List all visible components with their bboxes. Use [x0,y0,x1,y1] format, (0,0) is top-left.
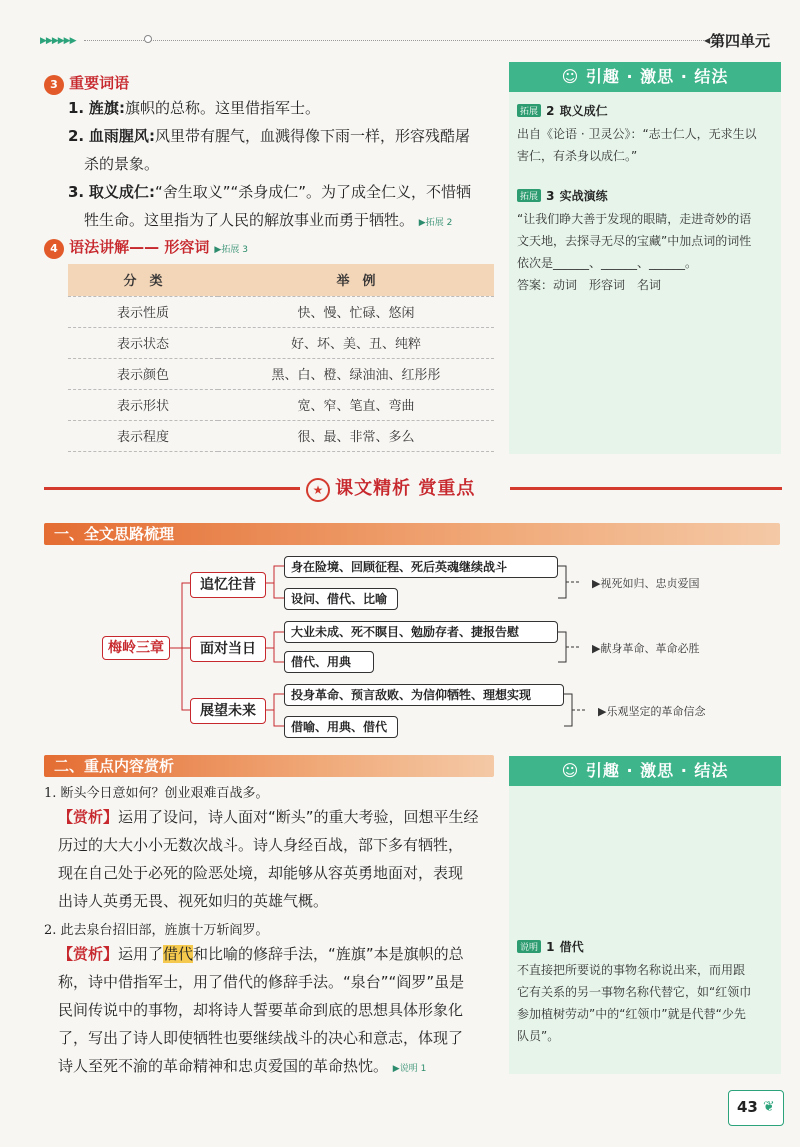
table-cell: 宽、窄、笔直、弯曲 [218,389,494,420]
table-cell: 表示形状 [68,389,218,420]
page-number-box [728,1090,784,1126]
vocab-def: “舍生取义”“杀身成仁”。为了成全仁义，不惜牺 [154,183,472,201]
mind-map-branch-3: 展望未来 [190,698,266,724]
analysis-line: 民间传说中的事物，却将诗人誓要革命到底的思想具体形象化 [58,1001,464,1019]
side-panel-2-head [509,756,781,786]
mind-map-note: ▶乐观坚定的革命信念 [598,705,706,718]
table-cell: 表示性质 [68,296,218,327]
appreciation-content [44,782,496,1083]
analysis-line: 运用了设问，诗人面对“断头”的重大考验，回想平生经 [118,808,479,826]
analysis-line: 称，诗中借指军士，用了借代的修辞手法。“泉台”“阎罗”虽是 [58,973,465,991]
vocab-item-3: 3. 取义成仁:“舍生取义”“杀身成仁”。为了成全仁义，不惜牺 [68,183,472,201]
section-3-heading [44,72,129,95]
side-panel-2 [509,756,781,1074]
table-row [68,420,494,451]
adjective-table [68,264,494,452]
vocab-def: 旗帜的总称。这里借指军士。 [124,99,320,117]
leaf-icon: ❦ [763,1099,775,1115]
poem-line-2: 2. 此去泉台招旧部，旌旗十万斩阎罗。 [44,923,269,938]
side-panel-1-head [509,62,781,92]
table-row [68,327,494,358]
section-3-badge: 3 [44,75,64,95]
section-4-title: 语法讲解—— 形容词 [69,238,210,256]
banner-heading [306,474,475,502]
reader-figure-icon: ☺ [561,67,580,86]
mind-map-leaf: 借代、用典 [284,651,374,673]
table-header-row [68,264,494,296]
header-arrows: ▶▶▶▶▶▶ [40,36,76,46]
table-cell: 很、最、非常、多么 [218,420,494,451]
note-line: 队员”。 [517,1029,560,1043]
vocab-term: 旌旗 [88,99,119,117]
side-panel-1-title: 引趣 · 激思 · 结法 [585,67,729,86]
extension-2-line: 害仁，有杀身以成仁。” [517,149,638,163]
part-1-bar [44,523,780,545]
table-header-examples: 举 例 [218,264,494,296]
analysis-line: 诗人至死不渝的革命精神和忠贞爱国的革命热忱。 [58,1057,389,1075]
vocab-num: 2. [68,127,85,145]
analysis-line: 现在自己处于必死的险恶处境，却能够从容英勇地面对，表现 [58,864,464,882]
table-row [68,296,494,327]
vocab-def-text: 牲生命。这里指为了人民的解放事业而勇于牺牲。 [84,211,415,229]
exercise-answer: 答案：动词 形容词 名词 [517,278,662,292]
table-cell: 表示颜色 [68,358,218,389]
highlighted-term: 借代 [163,945,194,963]
banner-title: 课文精析 赏重点 [335,478,476,499]
mind-map-leaf: 借喻、用典、借代 [284,716,398,738]
header-chevron-icon: ◀ [704,36,711,45]
banner-rule-left [44,487,300,490]
analysis-line: 出诗人英勇无畏、视死如归的英雄气概。 [58,892,329,910]
extension-title: 取义成仁 [559,104,608,118]
banner-rule-right [510,487,782,490]
vocab-def: 风里带有腥气，血溅得像下雨一样，形容残酷屠 [154,127,470,145]
table-header-category: 分 类 [68,264,218,296]
extension-2-line: 出自《论语 · 卫灵公》：“志士仁人，无求生以 [517,127,757,141]
mind-map-note: ▶视死如归、忠贞爱国 [592,577,700,590]
star-badge-icon: ★ [306,478,330,502]
note-title: 借代 [559,940,584,954]
analysis-2 [44,940,496,1083]
vocab-def-cont: 杀的景象。 [84,155,160,173]
table-cell: 黑、白、橙、绿油油、红彤彤 [218,358,494,389]
table-row [68,358,494,389]
mind-map-note: ▶献身革命、革命必胜 [592,642,700,655]
note-line: 不直接把所要说的事物名称说出来，而用跟 [517,963,746,977]
mind-map-leaf: 设问、借代、比喻 [284,588,398,610]
analysis-line: 了，写出了诗人即使牺牲也要继续战斗的决心和意志，体现了 [58,1029,464,1047]
mind-map-leaf: 大业未成、死不瞑目、勉励存者、捷报告慰 [284,621,558,643]
vocab-num: 1. [68,99,85,117]
vocab-list [68,94,488,237]
header-rule [84,40,704,41]
analysis-label: 【赏析】 [58,945,119,963]
vocab-num: 3. [68,183,85,201]
side-panel-2-title: 引趣 · 激思 · 结法 [585,761,729,780]
exercise-blanks: 依次是______、______、______。 [517,256,698,270]
ref-link-extension-3[interactable]: ▶拓展 3 [214,245,248,255]
analysis-label: 【赏析】 [58,808,119,826]
table-row [68,389,494,420]
section-4-heading [44,236,248,259]
analysis-text: 运用了 [118,945,164,963]
section-4-badge: 4 [44,239,64,259]
table-cell: 好、坏、美、丑、纯粹 [218,327,494,358]
note-line: 参加植树劳动”中的“红领巾”就是代替“少先 [517,1007,746,1021]
extension-3-text [517,208,773,296]
poem-line-1: 1. 断头今日意如何？创业艰难百战多。 [44,786,269,801]
part-1-title: 一、全文思路梳理 [54,525,175,543]
table-cell: 快、慢、忙碌、悠闲 [218,296,494,327]
part-2-title: 二、重点内容赏析 [54,757,175,775]
table-cell: 表示状态 [68,327,218,358]
exercise-line: 文天地，去探寻无尽的宝藏”中加点词的词性 [517,234,752,248]
mind-map-leaf: 投身革命、预言敌败、为信仰牺牲、理想实现 [284,684,564,706]
extension-num: 2 [546,104,555,118]
extension-tag: 拓展 [517,189,541,202]
extension-2-heading [517,100,773,119]
note-tag: 说明 [517,940,541,953]
extension-3-heading [517,185,773,204]
vocab-item-2: 2. 血雨腥风:风里带有腥气，血溅得像下雨一样，形容残酷屠 [68,127,470,145]
mind-map-leaf: 身在险境、回顾征程、死后英魂继续战斗 [284,556,558,578]
note-num: 1 [546,940,555,954]
ref-link-note-1[interactable]: ▶说明 1 [392,1064,427,1074]
vocab-term: 取义成仁 [88,183,149,201]
mind-map-root: 梅岭三章 [102,636,170,660]
reader-figure-icon: ☺ [561,761,580,780]
analysis-1 [44,803,496,915]
unit-title: 第四单元 [710,32,771,50]
note-line: 它有关系的另一事物名称代替它，如“红领巾 [517,985,752,999]
extension-num: 3 [546,189,555,203]
mind-map-branch-1: 追忆往昔 [190,572,266,598]
note-1-heading [517,936,773,955]
side-panel-1 [509,62,781,454]
analysis-line: 历过的大大小小无数次战斗。诗人身经百战，部下多有牺牲， [58,836,464,854]
exercise-line: “让我们睁大善于发现的眼睛，走进奇妙的语 [517,212,752,226]
table-cell: 表示程度 [68,420,218,451]
ref-link-extension-2[interactable]: ▶拓展 2 [418,218,453,228]
vocab-term: 血雨腥风 [88,127,149,145]
mind-map-branch-2: 面对当日 [190,636,266,662]
section-3-title: 重要词语 [69,74,130,92]
extension-title: 实战演练 [559,189,608,203]
extension-2-text [517,123,773,167]
header-dot [144,35,152,43]
note-1-text [517,959,773,1047]
part-2-bar [44,755,494,777]
vocab-item-1: 1. 旌旗:旗帜的总称。这里借指军士。 [68,99,320,117]
page-number: 43 [737,1098,758,1116]
extension-tag: 拓展 [517,104,541,117]
analysis-text: 和比喻的修辞手法，“旌旗”本是旗帜的总 [193,945,464,963]
vocab-def-cont [68,206,488,237]
